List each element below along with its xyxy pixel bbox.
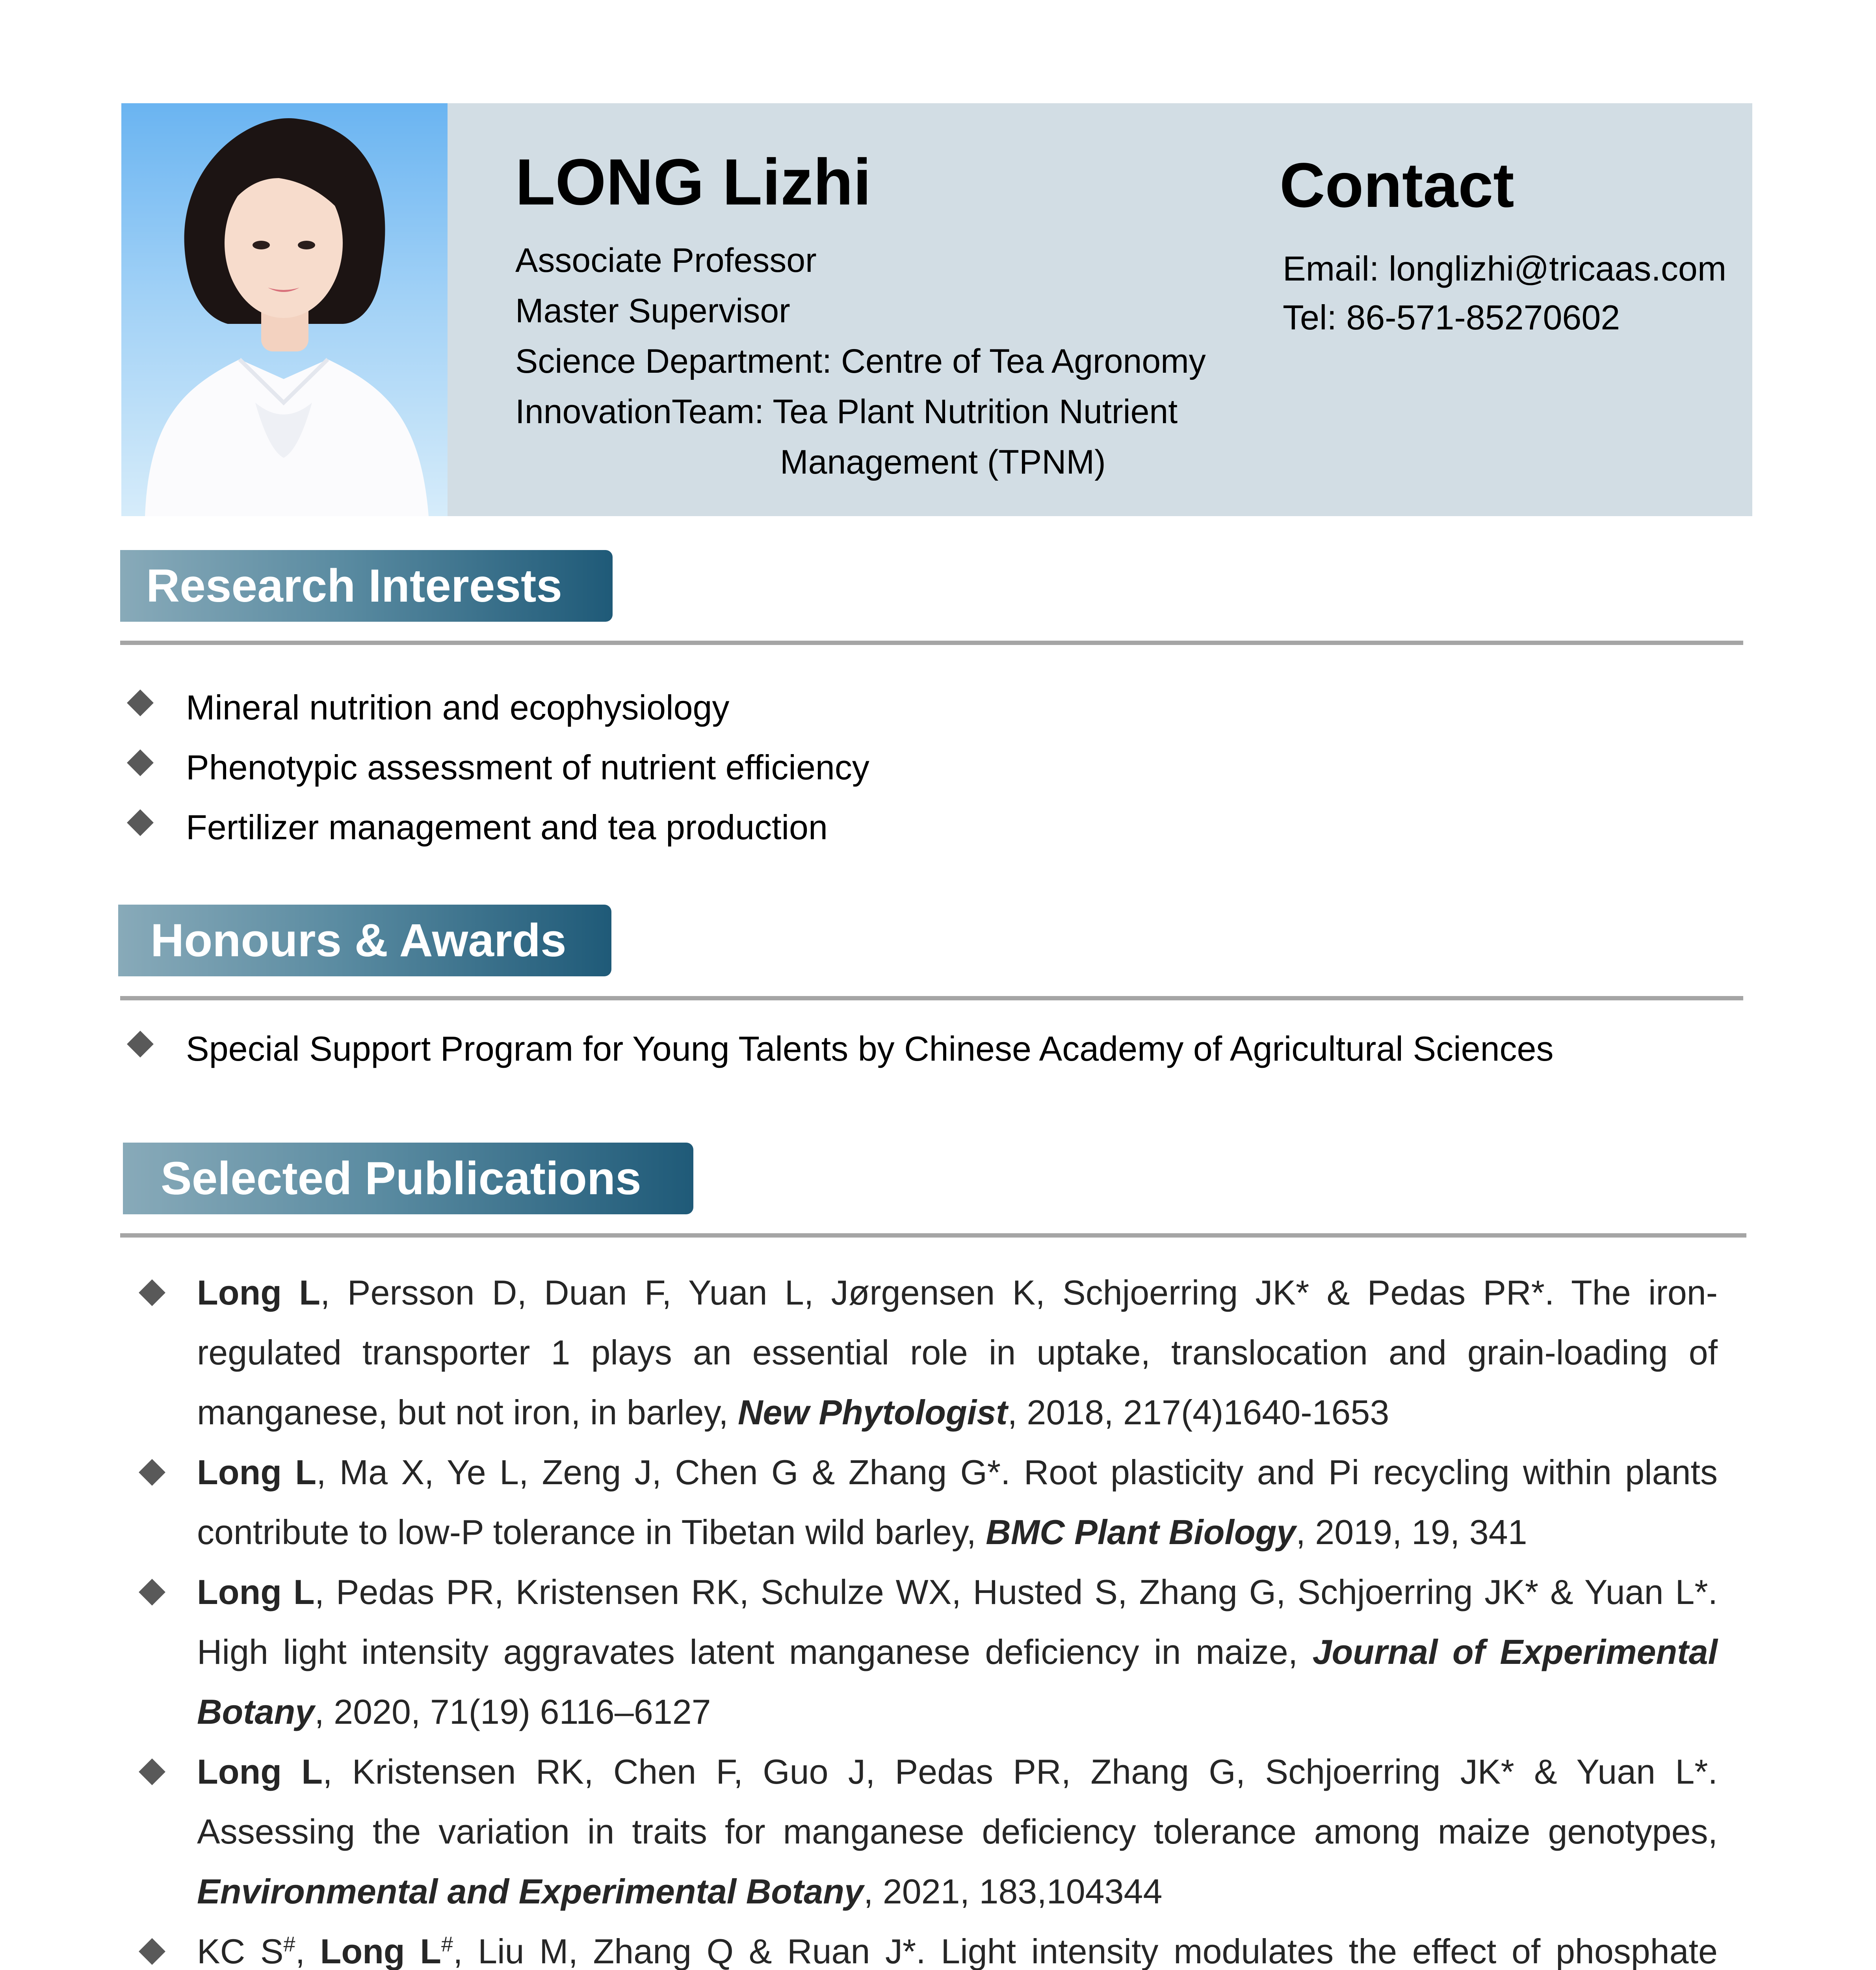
honours-awards-title: Honours & Awards [150,914,567,966]
research-interest-text: Mineral nutrition and ecophysiology [186,688,730,727]
publication-item [134,1263,1718,1442]
author-highlight: Long L [197,1273,321,1312]
department: Science Department: Centre of Tea Agronomy [515,342,1206,380]
supervisor-role: Master Supervisor [515,292,790,330]
publications-heading [123,1143,693,1214]
research-interest-text: Fertilizer management and tea production [186,808,828,847]
publication-citation [197,1742,1718,1922]
publication-item [134,1442,1718,1562]
section-divider [120,996,1743,1000]
citation-body: , Ma X, Ye L, Zeng J, Chen G & Zhang G*. Root plasticity and Pi recycling within plants contribute to low-P tolerance in Tibetan wild barley, [197,1453,1718,1552]
citation-body: , Persson D, Duan F, Yuan L, Jørgensen K, Schjoerring JK* & Pedas PR*. The iron-regulated transporter 1 plays an essential role in uptake, translocation and grain-loading of manganese, but not iron, in barley, [197,1273,1718,1432]
contact-details [1283,244,1726,342]
research-interests-list [122,678,869,857]
research-interests-title: Research Interests [146,560,563,612]
publications-list [134,1263,1718,1970]
list-item [122,797,869,857]
citation-details: , 2021, 183,104344 [863,1872,1163,1911]
publication-item [134,1742,1718,1922]
list-item [122,1019,1554,1079]
diamond-bullet-icon [139,1758,165,1785]
person-name: LONG Lizhi [515,146,871,219]
research-interests-heading [120,550,613,622]
citation-details: , 2018, 217(4)1640-1653 [1007,1393,1389,1432]
list-item [122,678,869,738]
section-divider [120,1233,1746,1238]
publications-title: Selected Publications [161,1152,641,1204]
profile-header [121,103,1752,516]
list-item [122,738,869,797]
co-first-marker: # [283,1932,295,1956]
diamond-bullet-icon [139,1579,165,1606]
contact-phone[interactable]: Tel: 86-571-85270602 [1283,298,1620,337]
diamond-bullet-icon [139,1938,165,1965]
citation-body: , Kristensen RK, Chen F, Guo J, Pedas PR, Zhang G, Schjoerring JK* & Yuan L*. Assessing the variation in traits for manganese deficiency tolerance among maize genotypes, [197,1752,1718,1851]
author-highlight: Long L [197,1572,315,1611]
contact-heading: Contact [1280,150,1514,220]
research-interest-text: Phenotypic assessment of nutrient efficiency [186,748,869,787]
author-highlight: Long L [320,1932,442,1970]
profile-photo [121,103,448,516]
profile-details [515,235,1206,487]
journal-name: New Phytologist [737,1393,1008,1432]
journal-name: BMC Plant Biology [986,1513,1296,1552]
publication-citation [197,1922,1718,1970]
citation-details: , 2019, 19, 341 [1296,1513,1527,1552]
innovation-team-continued: Management (TPNM) [780,443,1106,481]
journal-name: Environmental and Experimental Botany [197,1872,864,1911]
publication-citation [197,1562,1718,1742]
award-text: Special Support Program for Young Talents by Chinese Academy of Agricultural Sciences [186,1029,1554,1068]
diamond-bullet-icon [139,1459,165,1486]
first-author: KC S [197,1932,284,1970]
contact-email[interactable]: Email: longlizhi@tricaas.com [1283,249,1727,288]
citation-details: , 2020, 71(19) 6116–6127 [314,1692,711,1731]
honours-awards-list [122,1019,1554,1079]
journal-name: Journal of Experimental Botany [197,1632,1718,1731]
citation-body: , Liu M, Zhang Q & Ruan J*. Light intensity modulates the effect of phosphate [453,1932,1718,1970]
honours-awards-heading [118,905,611,976]
author-highlight: Long L [197,1752,323,1791]
publication-citation [197,1263,1718,1442]
section-divider [120,641,1743,645]
publication-item [134,1922,1718,1970]
publication-item [134,1562,1718,1742]
citation-body: , Pedas PR, Kristensen RK, Schulze WX, Husted S, Zhang G, Schjoerring JK* & Yuan L*. High light intensity aggravates latent manganese deficiency in maize, [197,1572,1718,1671]
diamond-bullet-icon [139,1279,165,1306]
co-first-marker: # [441,1932,453,1956]
publication-citation [197,1442,1718,1562]
innovation-team: InnovationTeam: Tea Plant Nutrition Nutrient [515,393,1178,431]
author-separator: , [295,1932,320,1970]
position-title: Associate Professor [515,242,817,279]
author-highlight: Long L [197,1453,317,1492]
